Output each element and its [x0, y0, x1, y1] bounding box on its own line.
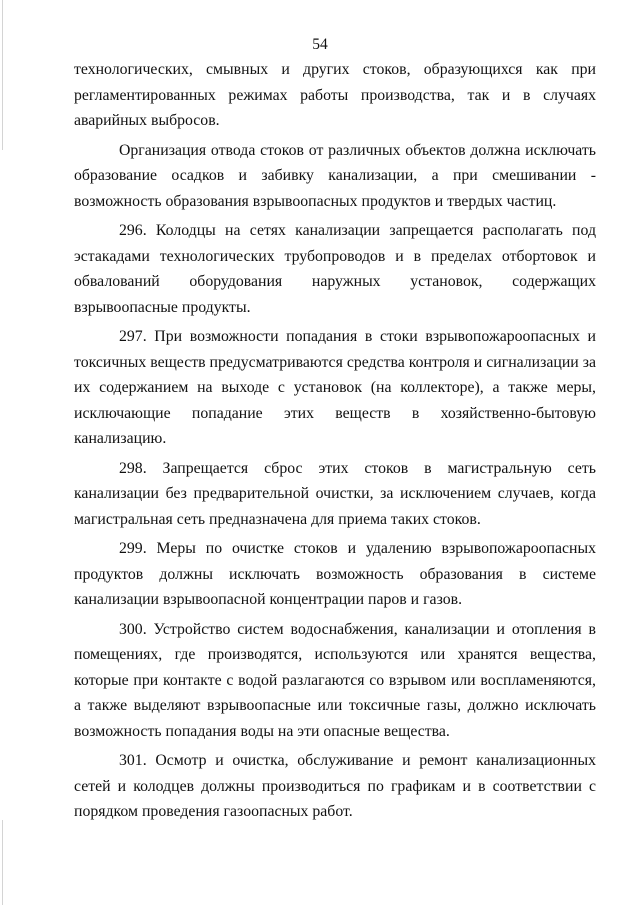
paragraph-continuation: технологических, смывных и других стоков, образующихся как при регламентированных режимах работы производства, так и в случаях аварийных выбросов.	[74, 61, 596, 129]
paragraph-item-300: 300. Устройство систем водоснабжения, канализации и отопления в помещениях, где производятся, используются или хранятся вещества, которые при контакте с водой разлагаются со взрывом или воспламеняются, а также выделяют взрывоопасные или токсичные газы, должно исключать возможность попадания воды на эти опасные вещества.	[74, 620, 596, 740]
page-number: 54	[312, 36, 328, 53]
paragraph-item-301: 301. Осмотр и очистка, обслуживание и ремонт канализационных сетей и колодцев должны производиться по графикам и в соответствии с порядком проведения газоопасных работ.	[74, 752, 596, 820]
scan-edge-line-top	[2, 0, 3, 150]
paragraph-item-299: 299. Меры по очистке стоков и удалению взрывопожароопасных продуктов должны исключать возможность образования в системе канализации взрывоопасной концентрации паров и газов.	[74, 540, 596, 608]
paragraph-organization: Организация отвода стоков от различных объектов должна исключать образование осадков и забивку канализации, а при смешивании - возможность образования взрывоопасных продуктов и твердых частиц.	[74, 141, 596, 210]
paragraph-item-298: 298. Запрещается сброс этих стоков в магистральную сеть канализации без предварительной очистки, за исключением случаев, когда магистральная сеть предназначена для приема таких стоков.	[74, 459, 596, 528]
scan-edge-line-bottom	[2, 820, 3, 905]
paragraph-item-297: 297. При возможности попадания в стоки взрывопожароопасных и токсичных веществ предусматриваются средства контроля и сигнализации за их содержанием на выходе с установок (на коллекторе), а также меры, исключающие попадание этих веществ в хозяйственно-бытовую канализацию.	[74, 328, 596, 447]
document-body	[74, 57, 596, 825]
paragraph-item-296: 296. Колодцы на сетях канализации запрещается располагать под эстакадами технологических трубопроводов и в пределах отбортовок и обвалований оборудования наружных установок, содержащих взрывоопасные продукты.	[74, 222, 596, 316]
